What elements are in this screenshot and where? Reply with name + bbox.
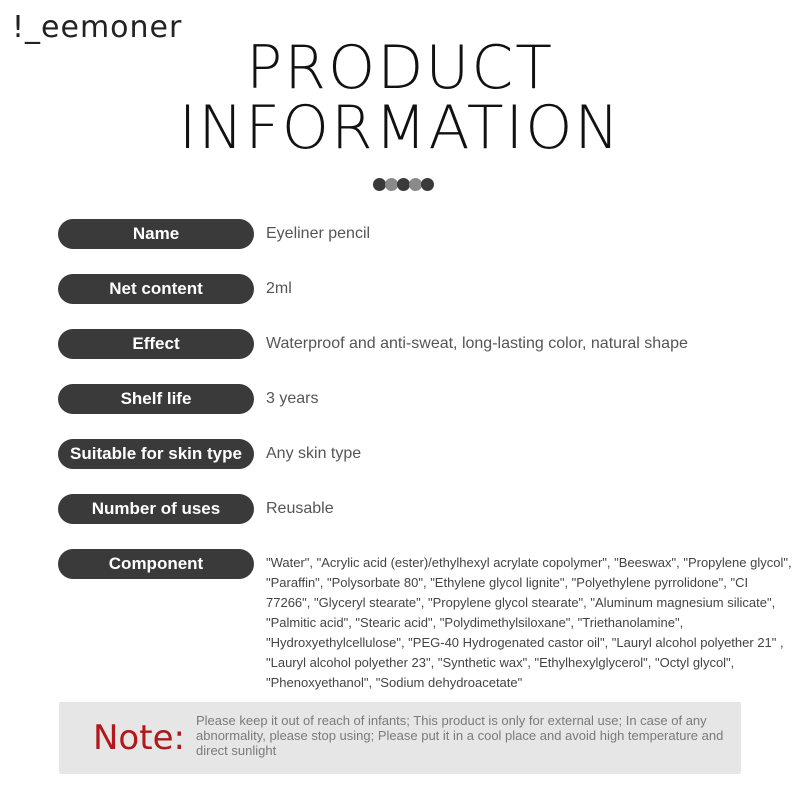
note-box [59, 702, 741, 774]
row-label-pill: Net content [58, 274, 254, 304]
row-value: 2ml [266, 280, 292, 297]
row-label-pill: Number of uses [58, 494, 254, 524]
page-title-line2: INFORMATION [178, 93, 622, 163]
brand-logo: !_eemoner [12, 10, 183, 45]
row-value: Any skin type [266, 445, 362, 462]
info-row-effect [58, 329, 688, 359]
info-row-net-content [58, 274, 292, 304]
row-value: 3 years [266, 390, 319, 407]
divider-dots [373, 178, 433, 191]
info-row-number-of-uses [58, 494, 334, 524]
page-title-line1: PRODUCT [246, 33, 554, 103]
info-row-component [58, 549, 254, 579]
row-label-pill: Name [58, 219, 254, 249]
row-label-pill: Shelf life [58, 384, 254, 414]
info-row-name [58, 219, 370, 249]
note-label: Note: [93, 718, 185, 758]
row-value: Reusable [266, 500, 334, 517]
row-label-pill: Suitable for skin type [58, 439, 254, 469]
info-row-skin-type [58, 439, 361, 469]
row-label-pill: Effect [58, 329, 254, 359]
component-list: "Water", "Acrylic acid (ester)/ethylhexyl acrylate copolymer", "Beeswax", "Propylene glycol", "Paraffin", "Polysorbate 80", "Ethylene glycol lignite", "Polyethylene pyrrolidone", "CI 77266", "Glyceryl stearate", "Propylene glycol stearate", "Aluminum magnesium silicate", "Palmitic acid", "Stearic acid", "Polydimethylsiloxane", "Triethanolamine", "Hydroxyethylcellulose", "PEG-40 Hydrogenated castor oil", "Lauryl alcohol polyether 21" , "Lauryl alcohol polyether 23", "Synthetic wax", "Ethylhexylglycerol", "Octyl glycol", "Phenoxyethanol", "Sodium dehydroacetate" [266, 555, 792, 690]
row-value: Eyeliner pencil [266, 225, 371, 242]
row-value: Waterproof and anti-sweat, long-lasting color, natural shape [266, 335, 688, 352]
row-label-pill: Component [58, 549, 254, 579]
divider-dot [421, 178, 434, 191]
note-text: Please keep it out of reach of infants; This product is only for external use; In case of any abnormality, please stop using; Please put it in a cool place and avoid high temperature and direct sunlight [196, 713, 724, 758]
info-row-shelf-life [58, 384, 318, 414]
